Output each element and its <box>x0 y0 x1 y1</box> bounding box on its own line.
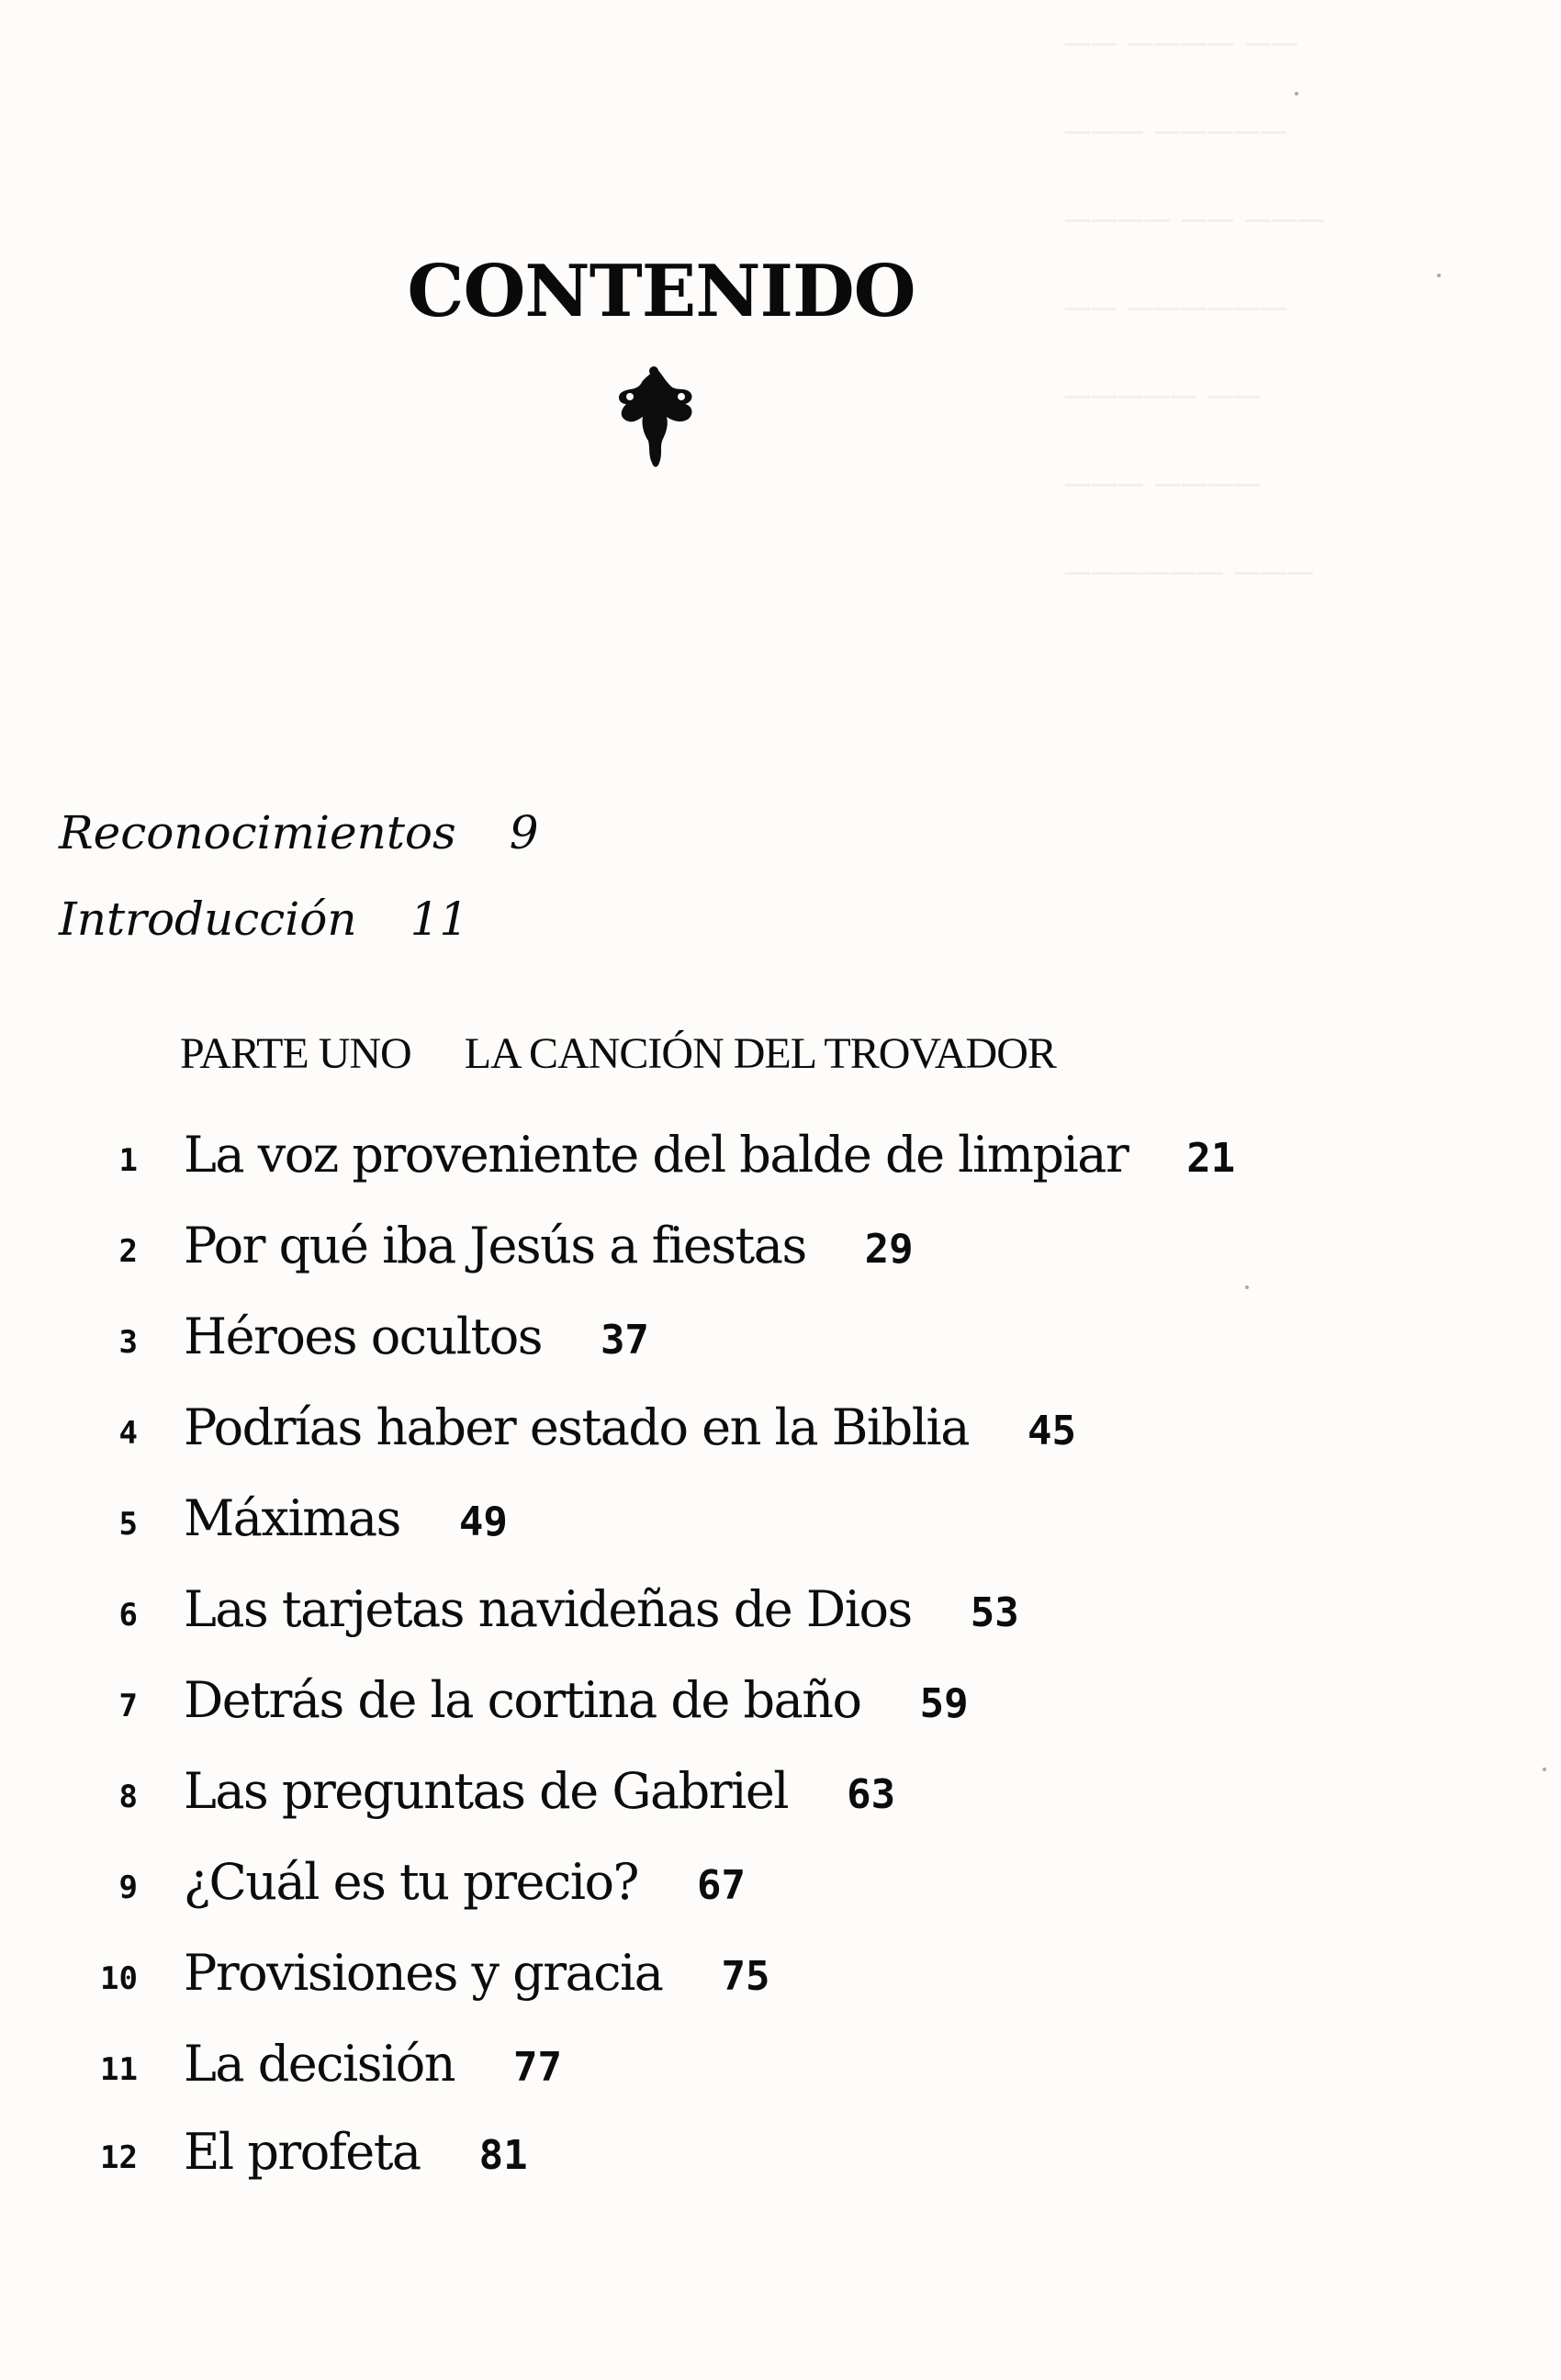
chapter-title: Héroes ocultos <box>184 1308 542 1365</box>
chapter-page: 45 <box>1027 1408 1076 1454</box>
toc-entry-label: Introducción <box>59 892 357 946</box>
chapter-number: 3 <box>118 1324 138 1361</box>
show-through-shadow: ── ──── ── ─── ───── ──── ── ─── ── ────── ───── ── ─── ──── ────── ─── <box>1065 25 1326 592</box>
paper-speck <box>1543 1768 1546 1771</box>
chapter-number: 11 <box>100 2051 138 2088</box>
chapter-number: 5 <box>118 1506 138 1543</box>
toc-entry-introduction[interactable] <box>59 892 468 946</box>
chapter-page: 37 <box>600 1317 649 1364</box>
chapter-title: Máximas <box>184 1489 400 1547</box>
chapter-number: 7 <box>118 1688 138 1724</box>
chapter-title: Las tarjetas navideñas de Dios <box>184 1580 912 1638</box>
chapter-page: 77 <box>513 2044 563 2091</box>
chapter-title: Las preguntas de Gabriel <box>184 1762 789 1820</box>
chapter-title: El profeta <box>184 2123 421 2181</box>
toc-entry-acknowledgements[interactable] <box>59 806 539 859</box>
chapter-page: 67 <box>696 1862 746 1909</box>
chapter-number: 6 <box>118 1597 138 1633</box>
paper-speck <box>1245 1285 1249 1289</box>
chapter-title: ¿Cuál es tu precio? <box>184 1853 638 1911</box>
chapter-title: Provisiones y gracia <box>184 1944 663 2002</box>
chapter-page: 59 <box>919 1680 969 1727</box>
page-title: CONTENIDO <box>407 250 915 333</box>
chapter-page: 63 <box>847 1771 896 1818</box>
chapter-title: La voz proveniente del balde de limpiar <box>184 1126 1129 1184</box>
chapter-page: 81 <box>478 2132 528 2179</box>
chapter-number: 12 <box>100 2139 138 2176</box>
paper-speck <box>1295 92 1298 95</box>
chapter-title: Por qué iba Jesús a fiestas <box>184 1217 806 1274</box>
chapter-page: 29 <box>864 1226 914 1273</box>
chapter-page: 75 <box>721 1953 770 2000</box>
toc-entry-page: 11 <box>410 892 469 946</box>
chapter-page: 53 <box>970 1589 1019 1636</box>
chapter-number: 2 <box>118 1233 138 1270</box>
chapter-page: 21 <box>1186 1135 1236 1182</box>
part-heading <box>180 1028 1056 1079</box>
chapter-number: 4 <box>118 1415 138 1452</box>
toc-entry-label: Reconocimientos <box>59 806 456 859</box>
fleuron-ornament-icon <box>608 364 703 474</box>
part-title: LA CANCIÓN DEL TROVADOR <box>464 1029 1056 1078</box>
chapter-number: 10 <box>100 1960 138 1997</box>
chapter-number: 8 <box>118 1779 138 1815</box>
chapter-page: 49 <box>458 1499 508 1545</box>
part-label: PARTE UNO <box>180 1029 411 1078</box>
paper-speck <box>1437 274 1441 277</box>
chapter-title: Podrías haber estado en la Biblia <box>184 1398 969 1456</box>
chapter-title: La decisión <box>184 2035 455 2093</box>
toc-entry-page: 9 <box>509 806 539 859</box>
chapter-number: 9 <box>118 1869 138 1906</box>
chapter-title: Detrás de la cortina de baño <box>184 1671 861 1729</box>
chapter-number: 1 <box>118 1142 138 1179</box>
